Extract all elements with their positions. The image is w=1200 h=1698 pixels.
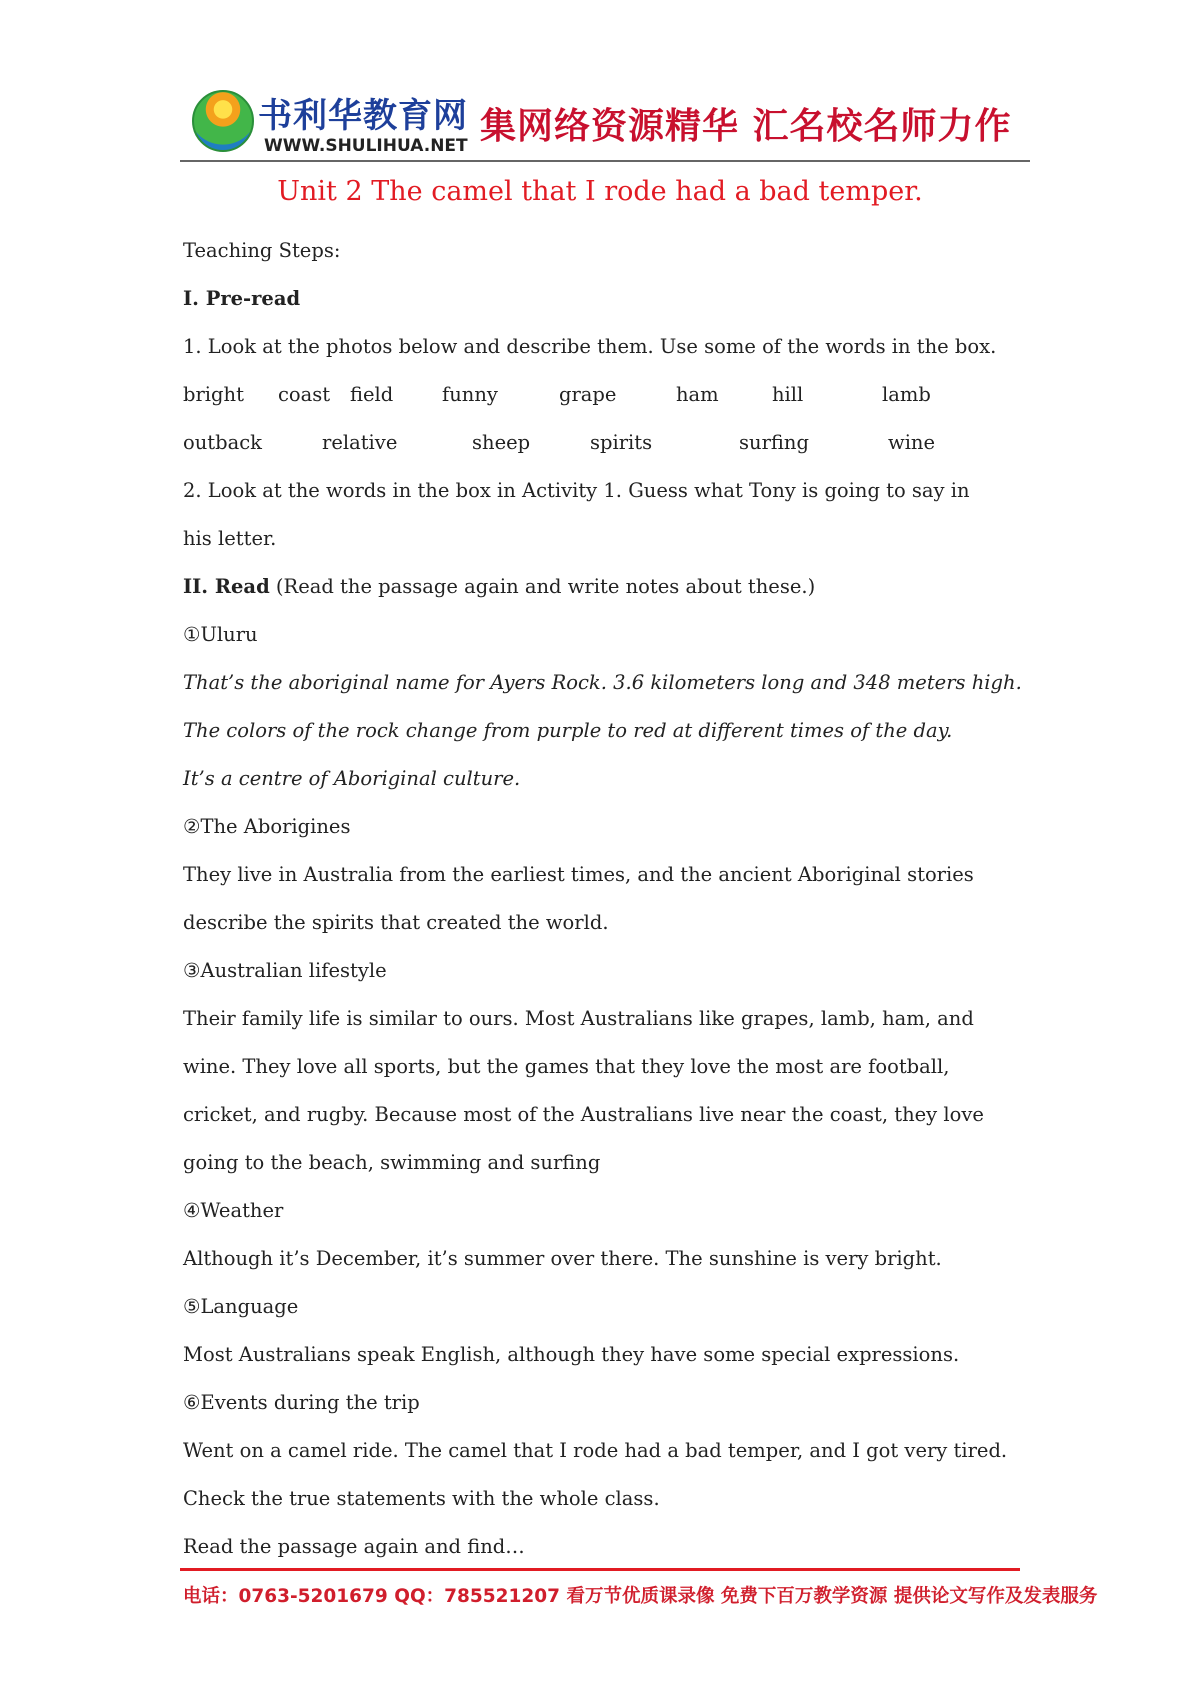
- pre-read-question-2: 2. Look at the words in the box in Activity 1. Guess what Tony is going to say in: [183, 479, 970, 502]
- events-note-1: Went on a camel ride. The camel that I rode had a bad temper, and I got very tired.: [183, 1439, 1008, 1462]
- footer-divider: [180, 1568, 1020, 1571]
- page-footer: 电话：0763-5201679 QQ：785521207 看万节优质课录像 免费下百万教学资源 提供论文写作及发表服务: [183, 1586, 1098, 1607]
- language-heading: ⑤Language: [183, 1295, 299, 1318]
- page-header: [180, 80, 1030, 164]
- word-item: outback: [183, 431, 262, 454]
- logo-chinese-text: 书利华教育网: [258, 96, 468, 136]
- events-heading: ⑥Events during the trip: [183, 1391, 420, 1414]
- word-item: sheep: [472, 431, 531, 454]
- logo-emblem-icon: [192, 90, 254, 152]
- header-slogan: 集网络资源精华 汇名校名师力作: [480, 106, 1012, 147]
- aborigines-note-1: They live in Australia from the earliest times, and the ancient Aboriginal stories: [183, 863, 974, 886]
- uluru-note-3: It’s a centre of Aboriginal culture.: [183, 767, 521, 790]
- word-item: lamb: [882, 383, 931, 406]
- uluru-note-1: That’s the aboriginal name for Ayers Rock. 3.6 kilometers long and 348 meters high.: [183, 671, 1022, 694]
- uluru-heading: ①Uluru: [183, 623, 258, 646]
- read-heading-line: [183, 574, 815, 600]
- word-item: funny: [442, 383, 498, 406]
- read-again-find: Read the passage again and find…: [183, 1535, 525, 1558]
- word-item: wine: [888, 431, 936, 454]
- word-item: coast: [278, 383, 331, 406]
- lifestyle-heading: ③Australian lifestyle: [183, 959, 387, 982]
- site-logo: [180, 86, 468, 162]
- lifestyle-note-4: going to the beach, swimming and surfing: [183, 1151, 601, 1174]
- check-statements: Check the true statements with the whole class.: [183, 1487, 660, 1510]
- aborigines-note-2: describe the spirits that created the world.: [183, 911, 609, 934]
- pre-read-heading: I. Pre-read: [183, 287, 301, 310]
- word-box-row-1: [183, 382, 931, 408]
- logo-url-text: WWW.SHULIHUA.NET: [264, 136, 468, 156]
- lifestyle-note-3: cricket, and rugby. Because most of the Australians live near the coast, they love: [183, 1103, 984, 1126]
- pre-read-question-1: 1. Look at the photos below and describe them. Use some of the words in the box.: [183, 335, 997, 358]
- teaching-steps-label: Teaching Steps:: [183, 239, 341, 262]
- word-item: bright: [183, 383, 244, 406]
- word-item: spirits: [590, 431, 653, 454]
- word-item: relative: [322, 431, 398, 454]
- lifestyle-note-2: wine. They love all sports, but the games that they love the most are football,: [183, 1055, 950, 1078]
- uluru-note-2: The colors of the rock change from purple to red at different times of the day.: [183, 719, 953, 742]
- word-box-row-2: [183, 430, 935, 456]
- word-item: ham: [676, 383, 719, 406]
- aborigines-heading: ②The Aborigines: [183, 815, 351, 838]
- word-item: grape: [559, 383, 617, 406]
- language-note-1: Most Australians speak English, although they have some special expressions.: [183, 1343, 960, 1366]
- word-item: surfing: [739, 431, 809, 454]
- pre-read-question-2-cont: his letter.: [183, 527, 277, 550]
- weather-heading: ④Weather: [183, 1199, 284, 1222]
- read-heading-note: (Read the passage again and write notes about these.): [275, 575, 816, 598]
- word-item: field: [350, 383, 394, 406]
- page-title: Unit 2 The camel that I rode had a bad temper.: [277, 176, 923, 207]
- read-heading: II. Read: [183, 575, 270, 598]
- word-item: hill: [772, 383, 804, 406]
- weather-note-1: Although it’s December, it’s summer over there. The sunshine is very bright.: [183, 1247, 942, 1270]
- lifestyle-note-1: Their family life is similar to ours. Most Australians like grapes, lamb, ham, and: [183, 1007, 974, 1030]
- header-divider: [180, 160, 1030, 162]
